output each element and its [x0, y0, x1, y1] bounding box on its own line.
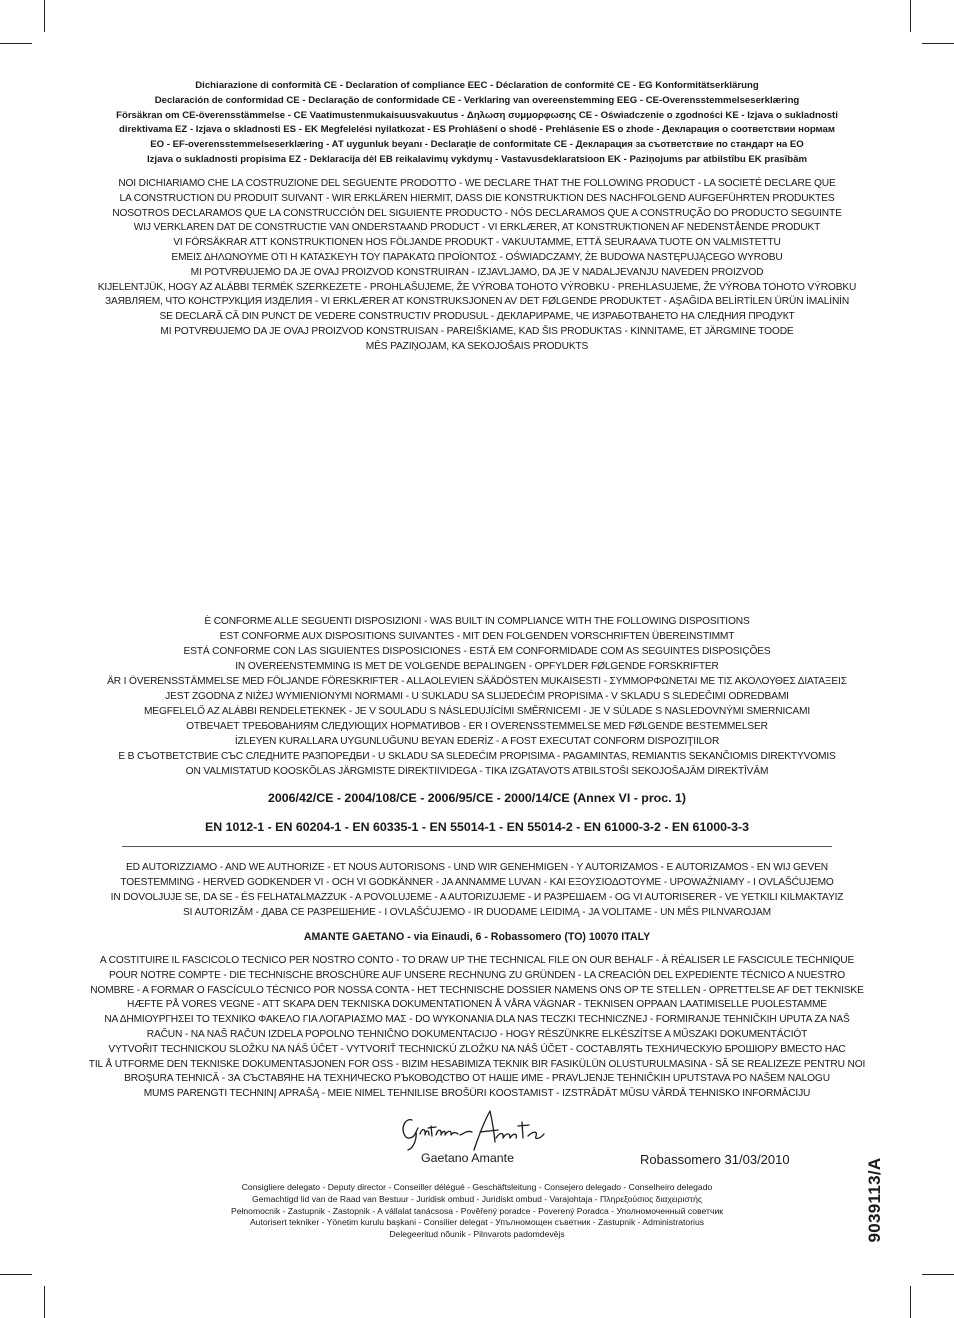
technical-file-line: NOMBRE - A FORMAR O FASCÍCULO TÉCNICO POR NOSSA CONTA - HET TECHNISCHE DOSSIER NAMENS ONS OP TE STELLEN - OPRETTELSE AF DET TEKNISKE	[90, 984, 864, 996]
directives-list	[60, 790, 894, 806]
technical-file-line: HÆFTE PÅ VORES VEGNE - ATT SKAPA DEN TEKNISKA DOKUMENTATIONEN Å VÅRA VÄGNAR - TEKNISEN OPPAAN LAATIMISELLE PUOLESTAMME	[127, 999, 827, 1011]
role-line: Consigliere delegato - Deputy director - Conseiller délégué - Geschäftsleitung - Consejero delegado - Conselheiro delegado	[241, 1182, 713, 1192]
document-code	[866, 1150, 884, 1250]
conformity-line: ÄR I ÖVERENSSTÄMMELSE MED FÖLJANDE FÖRESKRIFTER - ALLAOLEVIEN SÄÄDÖSTEN MUKAISESTI - ΣΥΜΜΟΡΦΩΝΕΤΑΙ ΜΕ ΤΙΣ ΑΚΟΛΟΥΘΕΣ ΔΙΑΤΑΞΕΙΣ	[107, 676, 847, 687]
technical-file-line: BROŞURA TEHNICĂ - ЗА СЪСТАВЯНЕ НА ТЕХНИЧЕСКО РЪКОВОДСТВО ОТ НАШЕ ИМЕ - PRAVLJENJE TEHNIČKIH UPUTSTAVA PO NAŠEM NALOGU	[124, 1073, 830, 1085]
declaration-title	[60, 79, 894, 168]
conformity-line: İZLEYEN KURALLARA UYGUNLUĞUNU BEYAN EDERİZ - A FOST EXECUTAT CONFORM DISPOZIŢIILOR	[234, 736, 720, 747]
place-and-date: Robassomero 31/03/2010	[640, 1152, 790, 1167]
conformity-line: MEGFELELŐ AZ ALÁBBI RENDELETEKNEK - JE V SOULADU S NÁSLEDUJÍCÍMI SMĚRNICEMI - JE V SÚLADE S NASLEDOVNÝMI SMERNICAMI	[143, 706, 811, 717]
crop-mark	[910, 0, 911, 32]
technical-file-line: ΝΑ ΔΗΜΙΟΥΡΓΗΣΕΙ ΤΟ ΤΕΧΝΙΚΟ ΦΑΚΕΛΟ ΓΙΑ ΛΟΓΑΡΙΑΣΜΟ ΜΑΣ - DO WYKONANIA DLA NAS TECZKI TECHNICZNEJ - FORMIRANJE TEHNIČKIH UPUTA ZA NAŠ	[104, 1014, 850, 1026]
technical-file-line: POUR NOTRE COMPTE - DIE TECHNISCHE BROSCHÜRE AUF UNSERE RECHNUNG ZU GRÜNDEN - LA CREACIÓN DEL EXPEDIENTE TÉCNICO A NUESTRO	[108, 969, 846, 981]
declaration-line: MĒS PAZIŅOJAM, KA SEKOJOŠAIS PRODUKTS	[365, 340, 589, 352]
declaration-line: ЗАЯВЛЯЕМ, ЧТО КОНСТРУКЦИЯ ИЗДЕЛИЯ - VI ERKLÆRER AT KONSTRUKSJONEN AV DET FØLGENDE PRODUKTET - AŞAĞIDA BELİRTİLEN ÜRÜN İMALİNİN	[104, 296, 850, 308]
declaration-line: ΕΜΕΙΣ ΔΗΛΩΝΟΥΜΕ ΟΤΙ Η ΚΑΤΑΣΚΕΥΗ ΤΟΥ ΠΑΡΑΚΑΤΩ ΠΡΟΪΟΝΤΟΣ - OŚWIADCZAMY, ŻE BUDOWA NASTĘPUJĄCEGO WYROBU	[171, 251, 783, 263]
divider	[122, 846, 832, 847]
conformity-line: EST CONFORME AUX DISPOSITIONS SUIVANTES - MIT DEN FOLGENDEN VORSCHRIFTEN ÜBEREINSTIMMT	[219, 631, 735, 642]
conformity-line: ОТВЕЧАЕТ ТРЕБОВАНИЯМ СЛЕДУЮЩИХ НОРМАТИВОВ - ER I OVERENSSTEMMELSE MED FØLGENDE BESTEMMELSER	[186, 721, 768, 732]
conformity-line: JEST ZGODNA Z NIŻEJ WYMIENIONYMI NORMAMI - U SUKLADU SA SLIJEDEĆIM PROPISIMA - V SKLADU S SLEDEČIMI ODREDBAMI	[165, 691, 789, 702]
title-line: EO - EF-overensstemmelseserklæring - AT uygunluk beyanı - Declaraţie de conformitate CE - Декларация за съответствие по стандарт на ЕО	[150, 139, 804, 151]
company-address	[60, 930, 894, 945]
authorization-line: TOESTEMMING - HERVED GODKENDER VI - OCH VI GODKÄNNER - JA ANNAMME LUVAN - ΚΑΙ ΕΞΟΥΣΙΟΔΟΤΟΥΜΕ - UPOWAŻNIAMY - I OVLAŠĆUJEMO	[120, 877, 834, 888]
declaration-line: NOSOTROS DECLARAMOS QUE LA CONSTRUCCIÓN DEL SIGUIENTE PRODUCTO - NÓS DECLARAMOS QUE A CONSTRUÇÃO DO PRODUCTO SEGUINTE	[112, 207, 842, 219]
technical-file-line: VYTVOŘIT TECHNICKOU SLOŽKU NA NÁŠ ÚČET - VYTVORIŤ TECHNICKÚ ZLOŽKU NA NÁŠ ÚČET - СОСТАВЛЯТЬ ТЕХНИЧЕСКУЮ БРОШЮРУ ВМЕСТО НАС	[108, 1043, 846, 1055]
declaration-line: LA CONSTRUCTION DU PRODUIT SUIVANT - WIR ERKLÄREN HIERMIT, DASS DIE KONSTRUKTION DES NACHFOLGEND AUFGEFÜHRTEN PRODUKTES	[119, 192, 835, 204]
authorization-line: SI AUTORIZĂM - ДАВА СЕ РАЗРЕШЕНИЕ - I OVLAŠĆUJEMO - IR DUODAME LEIDIMĄ - JA VOLITAME - UN MĒS PILNVAROJAM	[183, 907, 771, 918]
authorization-line: IN DOVOLJUJE SE, DA SE - ÉS FELHATALMAZZUK - A POVOLUJEME - A AUTORIZUJEME - И РАЗРЕШАЕМ - OG VI AUTORISERER - VE YETKILI KILMAKTAYIZ	[110, 892, 844, 903]
standards-text: EN 1012-1 - EN 60204-1 - EN 60335-1 - EN 55014-1 - EN 55014-2 - EN 61000-3-2 - EN 61000-3-3	[204, 820, 750, 834]
document-code-text: 9039113/A	[865, 1157, 884, 1243]
declaration-line: KIJELENTJÜK, HOGY AZ ALÁBBI TERMÉK SZERKEZETE - PROHLAŠUJEME, ŽE VÝROBA TOHOTO VÝROBKU - PREHLASUJEME, ŽE VÝROBA TOHOTO VÝROBKU	[97, 281, 857, 293]
signer-name: Gaetano Amante	[421, 1151, 514, 1165]
address-text: AMANTE GAETANO - via Einaudi, 6 - Robassomero (TO) 10070 ITALY	[303, 931, 651, 943]
conformity-statement	[60, 614, 894, 779]
role-line: Gemachtigd lid van de Raad van Bestuur - Juridisk ombud - Juridiskt ombud - Varajohtaja - Πληρεξούσιος διαχειριστής	[251, 1193, 702, 1204]
handwritten-signature	[398, 1108, 550, 1154]
conformity-line: Е В СЪОТВЕТСТВИЕ СЪС СЛЕДНИТЕ РАЗПОРЕДБИ - U SKLADU SA SLEDEĆIM PROPISIMA - PAGAMINTAS, REMIANTIS SEKANČIOMIS DIREKTYVOMIS	[118, 751, 836, 762]
crop-mark	[910, 1286, 911, 1318]
title-line: Försäkran om CE-överensstämmelse - CE Vaatimustenmukaisuusvakuutus - Δηλωση συμμορφωσης CE - Oświadczenie o zgodności KE - Izjava o sukladnosti	[116, 109, 838, 121]
declaration-line: SE DECLARĂ CĂ DIN PUNCT DE VEDERE CONSTRUCTIV PRODUSUL - ДЕКЛАРИРАМЕ, ЧЕ ИЗРАБОТВАНЕТО НА СЛЕДНИЯ ПРОДУКТ	[159, 311, 795, 323]
title-line: direktivama EZ - Izjava o skladnosti ES - EK Megfelelési nyilatkozat - ES Prohlášení o shodě - Prehlásenie ES o zhode - Декларация о соответствии нормам	[119, 124, 835, 136]
crop-mark	[0, 43, 32, 44]
signer-roles	[60, 1182, 894, 1241]
crop-mark	[44, 1286, 45, 1318]
technical-file-line: A COSTITUIRE IL FASCICOLO TECNICO PER NOSTRO CONTO - TO DRAW UP THE TECHNICAL FILE ON OUR BEHALF - À RÉALISER LE FASCICULE TECHNIQUE	[99, 955, 855, 966]
crop-mark	[44, 0, 45, 32]
role-line: Delegeeritud nõunik - Pilnvarots padomdevējs	[389, 1229, 565, 1240]
crop-mark	[0, 1274, 32, 1275]
title-line: Dichiarazione di conformità CE - Declaration of compliance EEC - Déclaration de conformité CE - EG Konformitätserklärung	[195, 80, 759, 91]
role-line: Pełnomocnik - Zastupnik - Zastopnik - A vállalat tanácsosa - Pověřený poradce - Poverený Poradca - Уполномоченный советчик	[230, 1205, 724, 1216]
role-line: Autorisert tekniker - Yönetim kurulu başkani - Consilier delegat - Упълномощен съветник - Zastupnik - Administratorius	[249, 1217, 705, 1228]
technical-file-line: MUMS PARENGTI TECHNINĮ APRAŠĄ - MEIE NIMEL TEHNILISE BROŠÜRI KOOSTAMIST - IZSTRĀDĀT MŪSU VĀRDĀ TEHNISKO INFORMĀCIJU	[143, 1088, 811, 1100]
declaration-line: NOI DICHIARIAMO CHE LA COSTRUZIONE DEL SEGUENTE PRODOTTO - WE DECLARE THAT THE FOLLOWING PRODUCT - LA SOCIETÉ DECLARE QUE	[118, 178, 836, 189]
directives-text: 2006/42/CE - 2004/108/CE - 2006/95/CE - 2000/14/CE (Annex VI - proc. 1)	[267, 791, 687, 805]
technical-file-line: RAČUN - NA NAŠ RAČUN IZDELA POPOLNO TEHNIČNO DOKUMENTACIJO - HOGY RÉSZÜNKRE ELKÉSZÍTSE A MŰSZAKI DOKUMENTÁCIÓT	[146, 1028, 808, 1040]
conformity-line: ON VALMISTATUD KOOSKÕLAS JÄRGMISTE DIREKTIIVIDEGA - TIKA IZGATAVOTS ATBILSTOŠI SEKOJOŠAJĀM DIREKTĪVĀM	[185, 766, 769, 777]
crop-mark	[922, 43, 954, 44]
declaration-line: MI POTVRĐUJEMO DA JE OVAJ PROIZVOD KONSTRUIRAN - IZJAVLJAMO, DA JE V NADALJEVANJU NAVEDEN PROIZVOD	[190, 266, 764, 278]
declaration-line: MI POTVRĐUJEMO DA JE OVAJ PROIZVOD KONSTRUISAN - PAREIŠKIAME, KAD ŠIS PRODUKTAS - KINNITAME, ET JÄRGMINE TOODE	[160, 325, 794, 337]
authorization-statement	[60, 860, 894, 920]
declaration-line: VI FÖRSÄKRAR ATT KONSTRUKTIONEN HOS FÖLJANDE PRODUKT - VAKUUTAMME, ETTÄ SEURAAVA TUOTE ON VALMISTETTU	[173, 237, 781, 249]
standards-list	[60, 819, 894, 835]
conformity-line: ESTÁ CONFORME CON LAS SIGUIENTES DISPOSICIONES - ESTÁ EM CONFORMIDADE COM AS SEGUINTES DISPOSIÇÕES	[183, 646, 771, 657]
product-declaration	[60, 177, 894, 355]
title-line: Izjava o sukladnosti propisima EZ - Deklaracija dėl EB reikalavimų vykdymų - Vastavusdeklaratsioon EK - Paziņojums par atbilstību EK prasībām	[146, 153, 808, 165]
declaration-line: WIJ VERKLAREN DAT DE CONSTRUCTIE VAN ONDERSTAAND PRODUCT - VI ERKLÆRER, AT KONSTRUKTIONEN AF NEDENSTÅENDE PRODUKT	[133, 222, 821, 234]
technical-file-statement	[60, 954, 894, 1102]
conformity-line: IN OVEREENSTEMMING IS MET DE VOLGENDE BEPALINGEN - OPFYLDER FØLGENDE FORSKRIFTER	[235, 661, 719, 672]
conformity-line: È CONFORME ALLE SEGUENTI DISPOSIZIONI - WAS BUILT IN COMPLIANCE WITH THE FOLLOWING DISPOSITIONS	[204, 616, 750, 627]
crop-mark	[922, 1274, 954, 1275]
technical-file-line: TIL Å UTFORME DEN TEKNISKE DOKUMENTASJONEN FOR OSS - BIZIM HESABIMIZA TEKNIK BIR FASIKÜLÜN OLUSTURULMASINA - SĂ SE REALIZEZE PENTRU NOI	[88, 1058, 866, 1070]
title-line: Declaración de conformidad CE - Declaração de conformidade CE - Verklaring van overeenstemming EEG - CE-Overensstemmelseserklæring	[154, 94, 800, 106]
authorization-line: ED AUTORIZZIAMO - AND WE AUTHORIZE - ET NOUS AUTORISONS - UND WIR GENEHMIGEN - Y AUTORIZAMOS - E AUTORIZAMOS - EN WIJ GEVEN	[126, 862, 828, 873]
